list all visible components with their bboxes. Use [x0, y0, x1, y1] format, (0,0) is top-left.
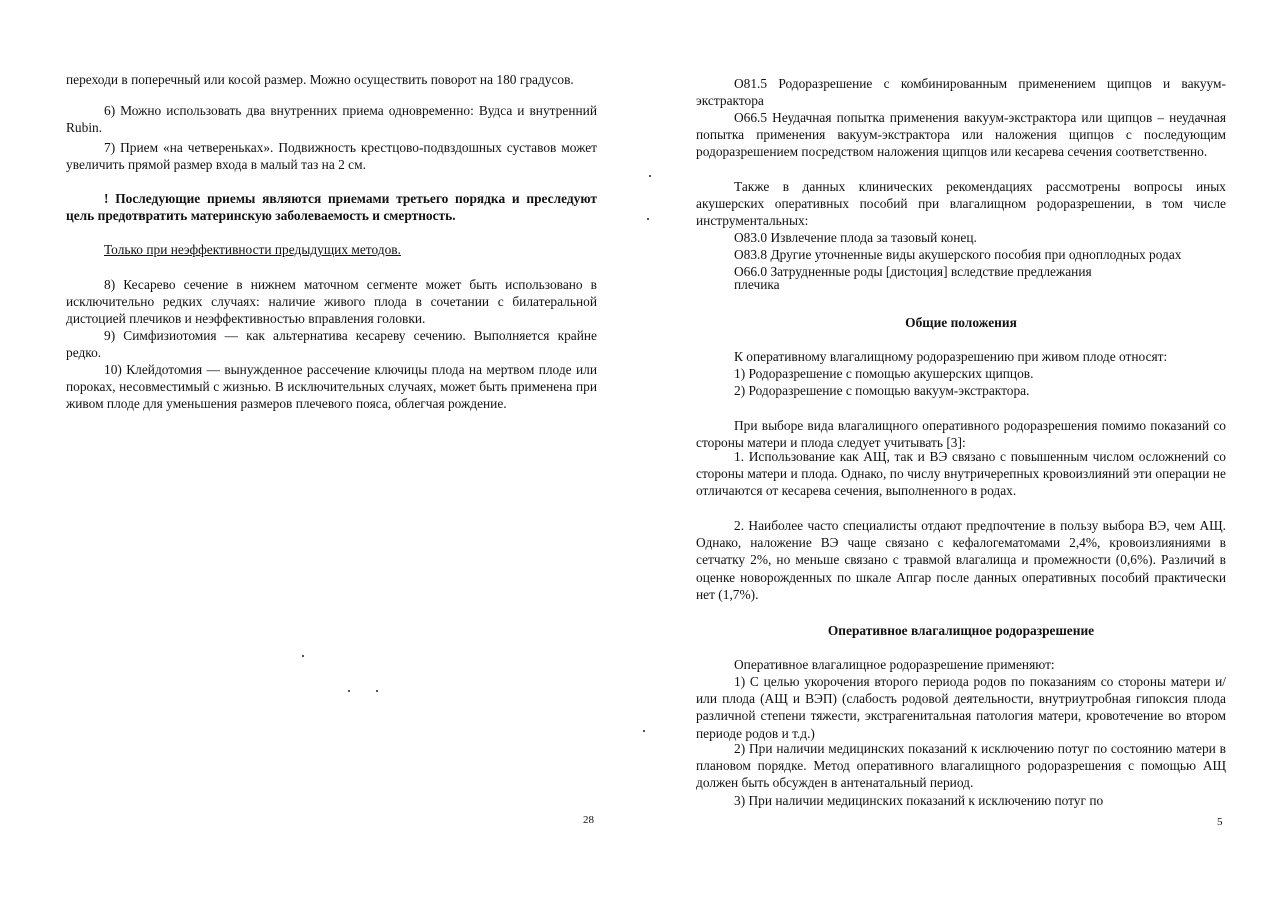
scan-speck	[649, 175, 651, 177]
apply-intro: Оперативное влагалищное родоразрешение применяют:	[734, 657, 1055, 672]
paragraph-item-8: 8) Кесарево сечение в нижнем маточном сегменте может быть использовано в исключительно редких случаях: наличие живого плода в сочетании с билатеральной дистоцией плечиков и неэффективностью вправления головки.	[66, 277, 597, 327]
section-heading-general: Общие положения	[905, 315, 1017, 330]
page-number-right: 5	[1217, 816, 1223, 828]
code-o66-5: O66.5 Неудачная попытка применения вакуум-экстрактора или щипцов – неудачная попытка применения вакуум-экстрактора или наложения щипцов с последующим родоразрешением посредством наложения щипцов или кесарева сечения соответственно.	[696, 110, 1226, 160]
paragraph-item-9: 9) Симфизиотомия — как альтернатива кесареву сечению. Выполняется крайне редко.	[66, 328, 597, 361]
apply-item-2: 2) При наличии медицинских показаний к исключению потуг по состоянию матери в плановом порядке. Метод оперативного влагалищного родоразрешения с помощью АЩ должен быть обсужден в антенатальный период.	[696, 741, 1226, 791]
code-o66-0-continued: плечика	[734, 277, 780, 292]
consideration-1: 1. Использование как АЩ, так и ВЭ связано с повышенным числом осложнений со стороны матери и плода. Однако, по числу внутричерепных кровоизлияний эти операции не отличаются от кесарева сечения, выполненного в родах.	[696, 449, 1226, 499]
scan-speck	[643, 730, 645, 732]
paragraph-item-10: 10) Клейдотомия — вынужденное рассечение ключицы плода на мертвом плоде или пороках, несовместимый с жизнью. В исключительных случаях, может быть применена при живом плоде для уменьшения размеров плечевого пояса, облегчая рождение.	[66, 362, 597, 412]
section-heading-operative: Оперативное влагалищное родоразрешение	[827, 623, 1095, 638]
scan-speck	[647, 218, 649, 220]
operative-intro: К оперативному влагалищному родоразрешению при живом плоде относят:	[734, 349, 1168, 364]
list-item-forceps: 1) Родоразрешение с помощью акушерских щипцов.	[734, 366, 1034, 381]
scan-speck	[302, 655, 304, 657]
apply-item-3: 3) При наличии медицинских показаний к исключению потуг по	[734, 793, 1104, 808]
choice-paragraph: При выборе вида влагалищного оперативного родоразрешения помимо показаний со стороны матери и плода следует учитывать [3]:	[696, 418, 1226, 451]
code-o83-8: O83.8 Другие уточненные виды акушерского пособия при одноплодных родах	[734, 247, 1182, 262]
third-order-note: ! Последующие приемы являются приемами третьего порядка и преследуют цель предотвратить материнскую заболеваемость и смертность.	[66, 191, 597, 224]
paragraph-item-7: 7) Прием «на четвереньках». Подвижность крестцово-подвздошных суставов может увеличить прямой размер входа в малый таз на 2 см.	[66, 140, 597, 173]
consideration-2: 2. Наиболее часто специалисты отдают предпочтение в пользу выбора ВЭ, чем АЩ. Однако, наложение ВЭ чаще связано с кефалогематомами 2,4%, кровоизлияниями в сетчатку 2%, но меньше связано с травмой влагалища и промежности (0,6%). Различий в оценке новорожденных по шкале Апгар после данных оперативных пособий практически нет (1,7%).	[696, 518, 1226, 602]
code-o81-5: O81.5 Родоразрешение с комбинированным применением щипцов и вакуум-экстрактора	[696, 76, 1226, 109]
code-o83-0: O83.0 Извлечение плода за тазовый конец.	[734, 230, 977, 245]
other-procedures-paragraph: Также в данных клинических рекомендациях рассмотрены вопросы иных акушерских оперативных пособий при влагалищном родоразрешении, в том числе инструментальных:	[696, 179, 1226, 229]
paragraph-continuation: переходи в поперечный или косой размер. Можно осуществить поворот на 180 градусов.	[66, 72, 574, 87]
list-item-vacuum: 2) Родоразрешение с помощью вакуум-экстрактора.	[734, 383, 1030, 398]
code-o66-0: O66.0 Затрудненные роды [дистоция] вследствие предлежания	[734, 264, 1092, 279]
apply-item-1: 1) С целью укорочения второго периода родов по показаниям со стороны матери и/или плода (АЩ и ВЭП) (слабость родовой деятельности, внутриутробная гипоксия плода различной степени тяжести, экстрагенитальная патология матери, кровотечение во втором периоде родов и т.д.)	[696, 674, 1226, 741]
scan-speck	[348, 690, 350, 692]
subheading-text: Только при неэффективности предыдущих методов.	[104, 242, 401, 257]
paragraph-item-6: 6) Можно использовать два внутренних приема одновременно: Вудса и внутренний Rubin.	[66, 103, 597, 136]
page-number-left: 28	[583, 814, 594, 826]
subheading	[104, 241, 597, 258]
scan-speck	[376, 690, 378, 692]
